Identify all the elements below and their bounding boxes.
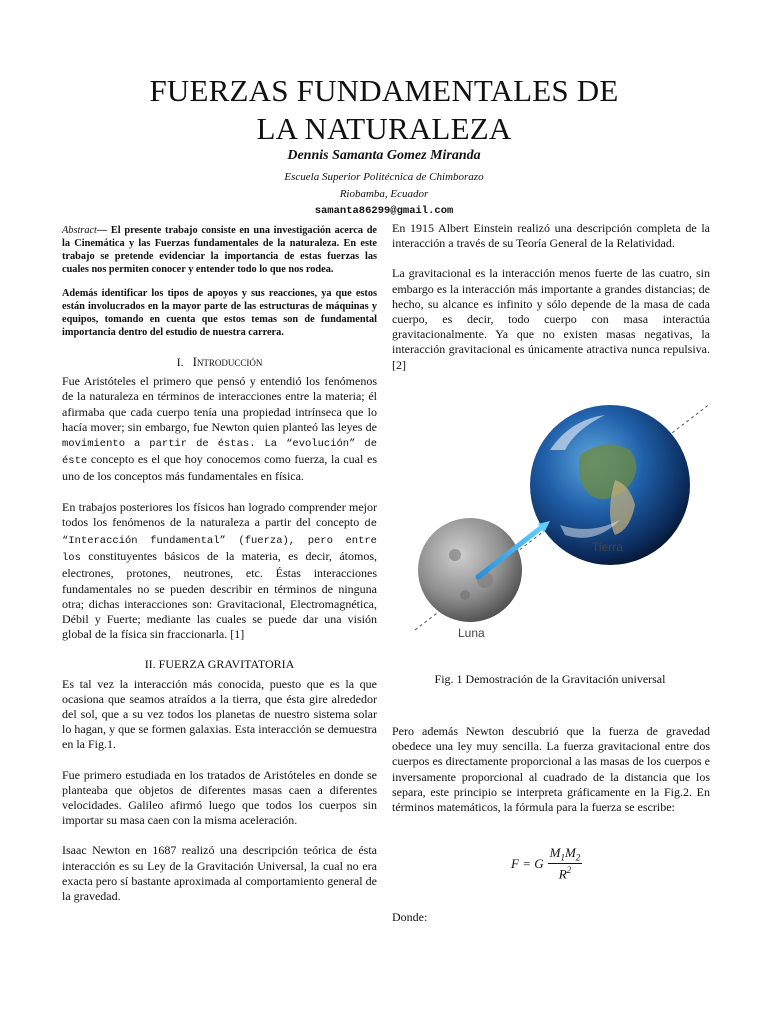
moon-crater bbox=[460, 590, 470, 600]
gravitational-strength-paragraph: La gravitacional es la interacción menos fuerte de las cuatro, sin embargo es la interacción más importante a grandes distancias; de hecho, su alcance es infinito y sólo depende de la masa de cada cuerpo, es decir, todo cuerpo con masa interactúa gravitacionalmente. Ya que no existen masas negativas, la interacción gravitacional es únicamente atractiva nunca repulsiva.[2] bbox=[392, 266, 710, 372]
einstein-paragraph: En 1915 Albert Einstein realizó una descripción completa de la interacción a través de su Teoría General de la Relatividad. bbox=[392, 221, 710, 251]
moon-crater bbox=[449, 549, 461, 561]
abstract-paragraph-2: Además identificar los tipos de apoyos y sus reacciones, ya que estos están involucrados en la mayor parte de las estructuras de máquinas y equipos, tomando en cuenta que estos temas son de fundamental importancia dentro del estudio de nuestra carrera. bbox=[62, 288, 377, 338]
formula-lhs: F = G bbox=[511, 855, 544, 871]
affiliation-location: Riobamba, Ecuador bbox=[339, 188, 429, 200]
author-email[interactable]: samanta86299@gmail.com bbox=[314, 205, 454, 217]
earth-moon-illustration bbox=[410, 405, 730, 645]
formula-denominator: $R^2$ bbox=[558, 864, 572, 881]
right-column bbox=[392, 221, 710, 373]
abstract-label: Abstract bbox=[62, 225, 97, 236]
figure-earth-moon bbox=[410, 405, 730, 645]
affiliation-institution: Escuela Superior Politécnica de Chimborazo bbox=[284, 171, 484, 183]
newton-law-paragraph: Pero además Newton descubrió que la fuerza de gravedad obedece una ley muy sencilla. La fuerza gravitacional entre dos cuerpos es directamente proporcional a las masas de los cuerpos e inversamente proporcional al cuadrado de la distancia que los separa, este principio se interpreta gráficamente en la Fig.2. En términos matemáticos, la fórmula para la fuerza se escribe: bbox=[392, 724, 710, 815]
gravity-paragraph-1: Es tal vez la interacción más conocida, puesto que es la que ocasiona que seamos atraídos a la tierra, que ésta gire alrededor del sol, que a su vez todos los planetas de nuestro sistema solar lo hagan, y que se formen galaxias. Esta interacción se demuestra en la Fig.1. bbox=[62, 676, 377, 752]
gravity-paragraph-2: Fue primero estudiada en los tratados de Aristóteles en donde se planteaba que objetos de diferentes masas caen a diferentes velocidades. Galileo afirmó luego que todos los cuerpos sin importar su masa caen con la misma aceleración. bbox=[62, 767, 377, 828]
formula-numerator: $M_1M_2$ bbox=[549, 845, 581, 863]
gravity-paragraph-3: Isaac Newton en 1687 realizó una descripción teórica de ésta interacción es su Ley de la Gravitación Universal, la cual no era exacta pero sí bastante aproximada al comportamiento general de la gravedad. bbox=[62, 843, 377, 904]
gravitation-formula bbox=[510, 845, 582, 883]
section-heading-fuerza-gravitatoria: II. FUERZA GRAVITATORIA bbox=[144, 657, 295, 672]
abstract-text: — El presente trabajo consiste en una investigación acerca de la Cinemática y las Fuerzas fundamentales de la naturaleza. En este trabajo se pretende evidenciar la importancia de estas fuerzas las cuales nos permiten conocer y entender todo lo que nos rodea. bbox=[62, 225, 377, 275]
title-line-2: LA NATURALEZA bbox=[256, 111, 512, 146]
figure-caption: Fig. 1 Demostración de la Gravitación universal bbox=[434, 672, 666, 686]
moon-sphere bbox=[418, 518, 522, 622]
author-name: Dennis Samanta Gomez Miranda bbox=[287, 148, 481, 163]
intro-paragraph-1: Fue Aristóteles el primero que pensó y entendió los fenómenos de la naturaleza en términos de interacciones entre la materia; él afirmaba que cada cuerpo tenía una propiedad intrínseca que lo hacía mover; sin embargo, fue Newton quien planteó las leyes de movimiento a partir de éstas. La “evolución” de éste concepto es el que hoy conocemos como fuerza, la cual es uno de los conceptos más fundamentales en física. bbox=[62, 374, 377, 484]
title-line-1: FUERZAS FUNDAMENTALES DE bbox=[149, 73, 619, 108]
intro-paragraph-2: En trabajos posteriores los físicos han logrado comprender mejor todos los fenómenos de la naturaleza a partir del concepto de “Interacción fundamental” (fuerza), pero entre los constituyentes básicos de la materia, es decir, átomos, electrones, protones, neutrones, etc. Éstas interacciones fundamentales no se pueden describir en términos de ninguna otra; dichas interacciones son: Gravitacional, Electromagnética, Débil y Fuerte; mediante las cuales se puede dar una visión global de la física sin fraccionarla. [1] bbox=[62, 499, 377, 642]
section-heading-introduccion: I. Introducción bbox=[176, 354, 263, 369]
label-tierra: Tierra bbox=[592, 540, 623, 554]
paper-title bbox=[0, 72, 768, 148]
donde-label: Donde: bbox=[392, 910, 428, 924]
right-column-lower bbox=[392, 724, 710, 815]
left-column bbox=[62, 224, 377, 904]
label-luna: Luna bbox=[458, 626, 485, 640]
abstract-paragraph bbox=[62, 224, 377, 276]
